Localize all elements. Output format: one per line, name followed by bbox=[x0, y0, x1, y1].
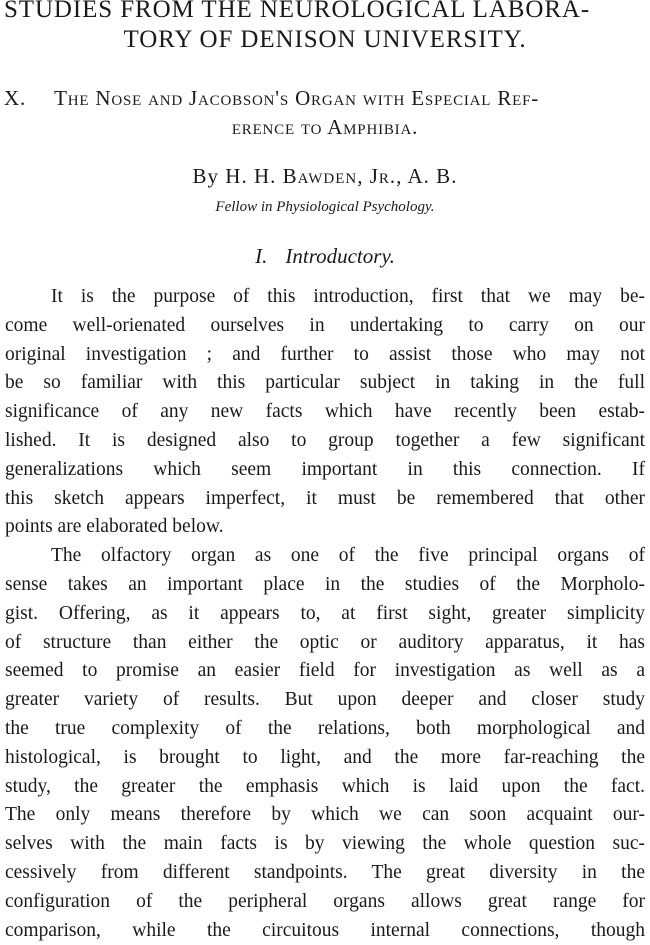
running-header-line-2: TORY OF DENISON UNIVERSITY. bbox=[123, 26, 527, 53]
article-number: X. bbox=[4, 86, 27, 110]
section-title: Introductory. bbox=[285, 244, 395, 268]
text-line: configuration of the peripheral organs allows great range for bbox=[5, 890, 645, 912]
text-line: come well-orienated ourselves in undertaking to carry on our bbox=[5, 314, 645, 336]
text-line: this sketch appears imperfect, it must be remembered that other bbox=[5, 487, 645, 509]
article-title-line-1 bbox=[4, 84, 646, 112]
text-line: generalizations which seem important in this connection. If bbox=[5, 458, 645, 480]
text-line: of structure than either the optic or auditory apparatus, it has bbox=[5, 631, 645, 653]
section-number: I. bbox=[255, 244, 268, 268]
text-line: lished. It is designed also to group together a few significant bbox=[5, 429, 645, 451]
text-line: original investigation ; and further to assist those who may not bbox=[5, 343, 645, 365]
text-line: histological, is brought to light, and the more far-reaching the bbox=[5, 746, 645, 768]
text-line: significance of any new facts which have recently been estab- bbox=[5, 401, 645, 423]
text-line: the true complexity of the relations, both morphological and bbox=[5, 717, 645, 739]
article-title-line-2: erence to Amphibia. bbox=[231, 115, 419, 139]
text-line: study, the greater the emphasis which is laid upon the fact. bbox=[5, 775, 645, 797]
text-line: gist. Offering, as it appears to, at first sight, greater simplicity bbox=[5, 602, 645, 624]
paragraph-1 bbox=[5, 283, 645, 542]
author-byline bbox=[0, 162, 650, 190]
text-line: selves with the main facts is by viewing the whole question suc- bbox=[5, 833, 645, 855]
article-title-text-1: The Nose and Jacobson's Organ with Especial Ref- bbox=[54, 86, 540, 110]
paragraph-2 bbox=[5, 542, 645, 945]
author-affiliation: Fellow in Physiological Psychology. bbox=[215, 199, 435, 215]
text-line: seemed to promise an easier field for investigation as well as a bbox=[5, 660, 645, 682]
text-line: comparison, while the circuitous internal connections, though bbox=[5, 919, 645, 941]
text-line: cessively from different standpoints. The great diversity in the bbox=[5, 861, 645, 883]
text-line: It is the purpose of this introduction, first that we may be- bbox=[51, 286, 645, 307]
running-header-line-1: STUDIES FROM THE NEUROLOGICAL LABORA- bbox=[4, 0, 591, 23]
author-name: H. H. Bawden, Jr., A. B. bbox=[225, 164, 458, 188]
byline-prefix: By bbox=[192, 164, 220, 188]
body-text bbox=[5, 283, 645, 945]
text-line: points are elaborated below. bbox=[5, 516, 224, 538]
text-line: The only means therefore by which we can soon acquaint our- bbox=[5, 804, 645, 826]
text-line: be so familiar with this particular subject in taking in the full bbox=[5, 372, 645, 394]
section-heading bbox=[0, 242, 650, 270]
text-line: greater variety of results. But upon deeper and closer study bbox=[5, 689, 645, 711]
text-line: The olfactory organ as one of the five principal organs of bbox=[51, 545, 645, 567]
text-line: sense takes an important place in the studies of the Morpholo- bbox=[5, 573, 645, 595]
